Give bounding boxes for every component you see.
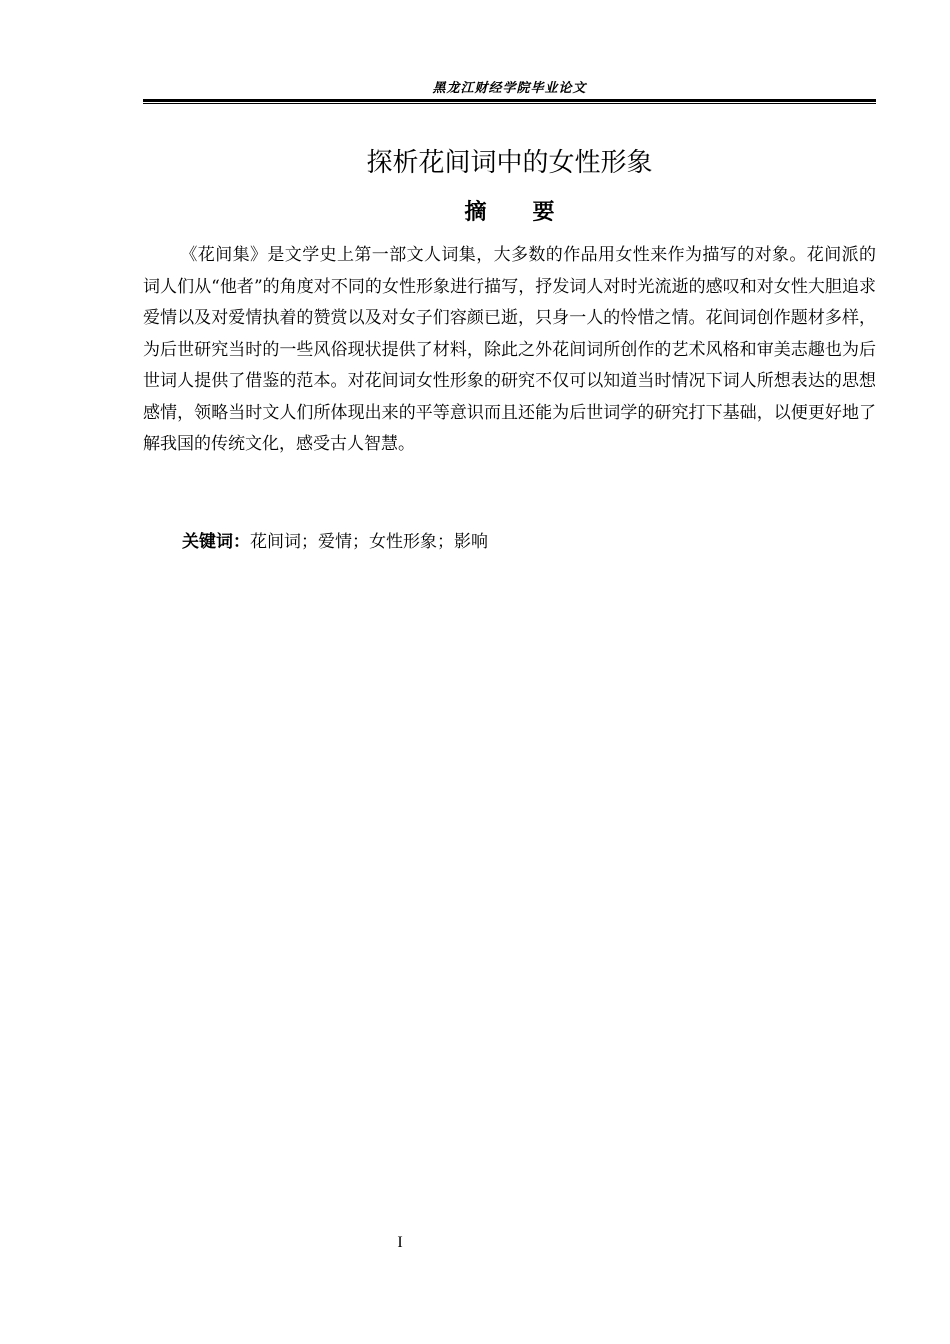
abstract-body: 《花间集》是文学史上第一部文人词集，大多数的作品用女性来作为描写的对象。花间派的词人们从“他者”的角度对不同的女性形象进行描写，抒发词人对时光流逝的感叹和对女性大胆追求爱情以及对爱情执着的赞赏以及对女子们容颜已逝，只身一人的怜惜之情。花间词创作题材多样，为后世研究当时的一些风俗现状提供了材料，除此之外花间词所创作的艺术风格和审美志趣也为后世词人提供了借鉴的范本。对花间词女性形象的研究不仅可以知道当时情况下词人所想表达的思想感情，领略当时文人们所体现出来的平等意识而且还能为后世词学的研究打下基础，以便更好地了解我国的传统文化，感受古人智慧。: [143, 245, 876, 454]
header-rule-thin: [143, 103, 876, 104]
keywords: [182, 528, 872, 556]
abstract-heading: [143, 196, 876, 230]
page-number: I: [397, 1234, 403, 1251]
header-rule-thick: [143, 99, 876, 102]
abstract-heading-part2: 要: [532, 200, 555, 225]
running-header: 黑龙江财经学院毕业论文: [432, 81, 587, 96]
header-rule: [143, 99, 876, 105]
abstract-heading-part1: 摘: [464, 200, 487, 225]
keywords-label: 关键词：: [182, 532, 250, 552]
keywords-value: 花间词；爱情；女性形象；影响: [250, 532, 488, 552]
paper-title: 探析花间词中的女性形象: [366, 148, 653, 178]
